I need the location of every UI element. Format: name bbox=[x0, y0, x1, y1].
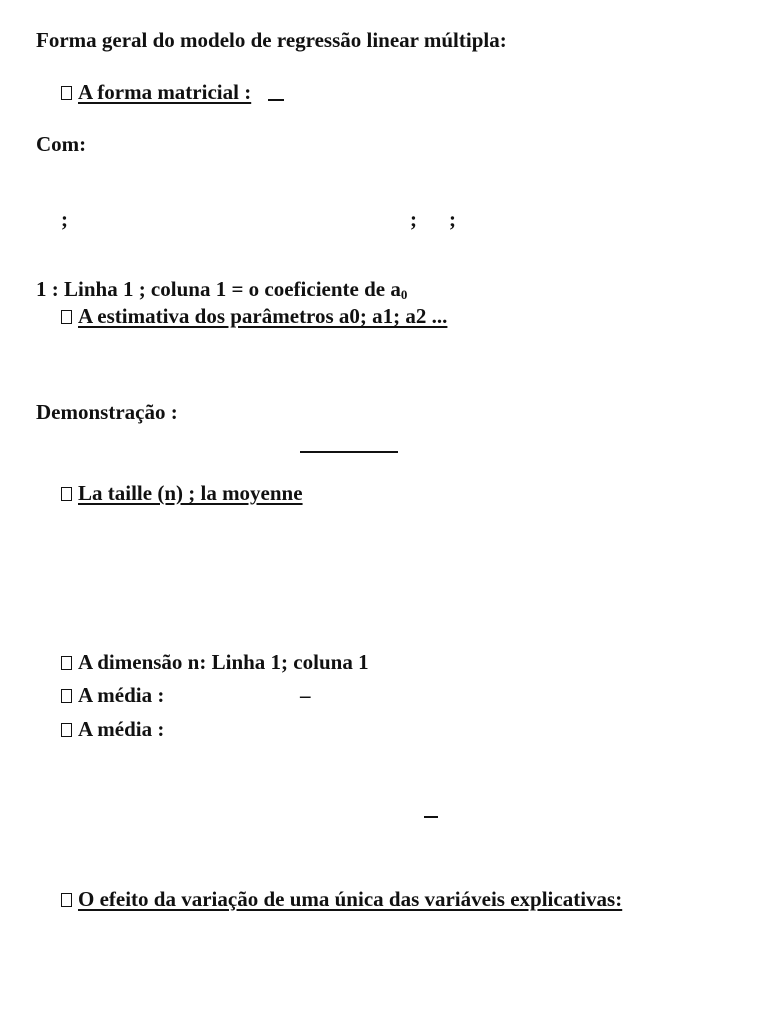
dimensao-label: A dimensão n: Linha 1; coluna 1 bbox=[78, 650, 369, 674]
bullet-dimensao bbox=[61, 650, 369, 674]
missing-glyph-box-icon bbox=[61, 86, 72, 100]
media-1-label: A média : bbox=[78, 683, 165, 707]
fraction-bar bbox=[300, 451, 398, 453]
semicolon-3: ; bbox=[449, 207, 456, 231]
estimativa-label: A estimativa dos parâmetros a0; a1; a2 ... bbox=[78, 304, 448, 328]
bullet-efeito bbox=[61, 887, 622, 911]
subscript-zero: 0 bbox=[400, 287, 408, 302]
missing-glyph-box-icon bbox=[61, 723, 72, 737]
dash-1: – bbox=[300, 683, 311, 707]
linha-coluna-note bbox=[36, 277, 407, 301]
missing-glyph-box-icon bbox=[61, 689, 72, 703]
document-title: Forma geral do modelo de regressão linear múltipla: bbox=[36, 28, 507, 52]
semicolon-2: ; bbox=[410, 207, 417, 231]
bullet-media-2 bbox=[61, 717, 164, 741]
media-2-label: A média : bbox=[78, 717, 165, 741]
bullet-media-1 bbox=[61, 683, 164, 707]
com-label: Com: bbox=[36, 132, 87, 156]
semicolon-1: ; bbox=[61, 207, 68, 231]
bar-mark bbox=[424, 816, 438, 818]
bullet-taille bbox=[61, 481, 303, 505]
matrix-form-label: A forma matricial : bbox=[78, 80, 252, 104]
bullet-matrix-form bbox=[61, 80, 251, 104]
demonstracao-label: Demonstração : bbox=[36, 400, 178, 424]
bullet-estimativa bbox=[61, 304, 447, 328]
taille-label: La taille (n) ; la moyenne bbox=[78, 481, 303, 505]
missing-glyph-box-icon bbox=[61, 310, 72, 324]
underline-rule bbox=[268, 99, 284, 101]
efeito-label: O efeito da variação de uma única das variáveis explicativas: bbox=[78, 887, 623, 911]
linha-coluna-text: 1 : Linha 1 ; coluna 1 = o coeficiente de a bbox=[36, 277, 401, 301]
missing-glyph-box-icon bbox=[61, 656, 72, 670]
missing-glyph-box-icon bbox=[61, 487, 72, 501]
missing-glyph-box-icon bbox=[61, 893, 72, 907]
